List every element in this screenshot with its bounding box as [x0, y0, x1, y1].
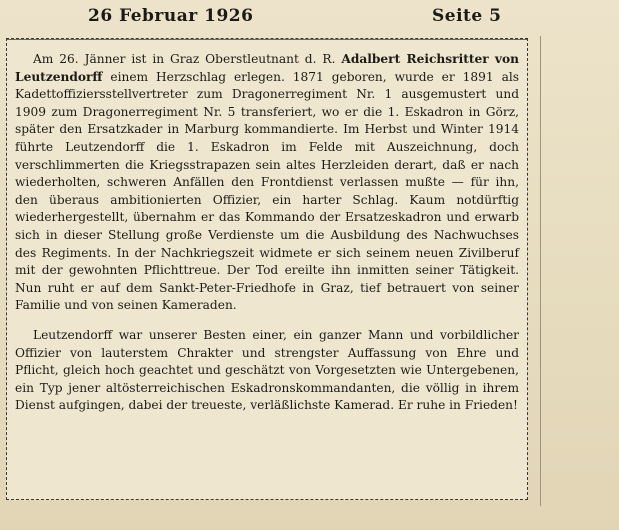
paragraph-1-body: einem Herzschlag erlegen. 1871 geboren, wurde er 1891 als Kadettoffiziersstellvertreter zum Dragonerregiment Nr. 1 ausgemustert und 1909 zum Dragonerregiment Nr. 5 transferiert, wo er die 1. Eskadron in Görz, später den Ersatzkader in Marburg kommandierte. Im Herbst und Winter 1914 führte Leutzendorff die 1. Eskadron im Felde mit Auszeichnung, doch verschlimmerten die Kriegsstrapazen sein altes Herzleiden derart, daß er nach wiederholten, schweren Anfällen den Frontdienst verlassen mußte — für ihn, den überaus ambitionierten Offizier, ein harter Schlag. Kaum notdürftig wiederhergestellt, übernahm er das Kommando der Ersatzeskadron und erwarb sich in dieser Stellung große Verdienste um die Ausbildung des Nachwuchses des Regiments. In der Nachkriegszeit widmete er sich seinem neuen Zivilberuf mit der gewohnten Pflichttreue. Der Tod ereilte ihn inmitten seiner Tätigkeit. Nun ruht er auf dem Sankt-Peter-Friedhofe in Graz, tief betrauert von seiner Familie und von seinen Kameraden. [15, 69, 519, 313]
paragraph-1-opening: Am 26. Jänner ist in Graz Oberstleutnant d. R. [33, 52, 342, 66]
issue-date: 26 Februar 1926 [88, 6, 254, 26]
page-number: Seite 5 [432, 6, 502, 26]
top-rule [7, 39, 527, 40]
column-rule [540, 36, 541, 506]
article-paragraph-2: Leutzendorff war unserer Besten einer, ein ganzer Mann und vorbildlicher Offizier von lauterstem Chrakter und strengster Auffassung von Ehre und Pflicht, gleich hoch geachtet und geschätzt von Vorgesetzten wie Untergebenen, ein Typ jener altösterreichischen Eskadronskommandanten, die völlig in ihrem Dienst aufgingen, dabei der treueste, verläßlichste Kamerad. Er ruhe in Frieden! [15, 327, 519, 413]
page-header [0, 0, 619, 30]
article-paragraph-1 [15, 51, 519, 315]
obituary-clipping [6, 38, 528, 500]
obituary-article [15, 51, 519, 415]
deceased-name: Adalbert Reichsritter von Leutzendorff [15, 52, 519, 84]
